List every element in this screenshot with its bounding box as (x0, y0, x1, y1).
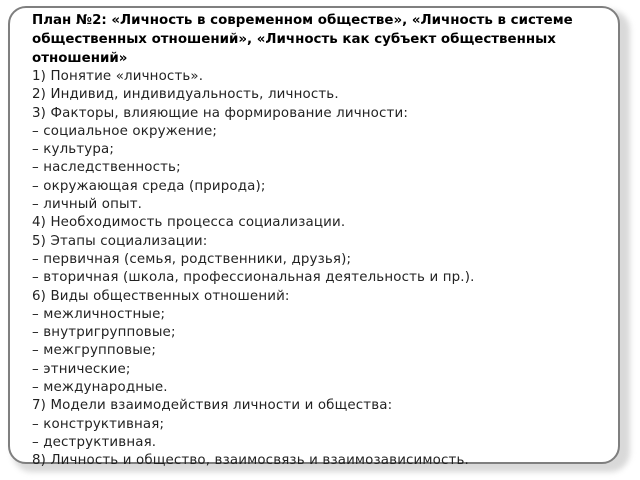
text-line: – культура; (32, 142, 115, 158)
document-content (32, 11, 622, 471)
text-line: 1) Понятие «личность». (32, 69, 204, 84)
text-line: – деструктивная. (32, 434, 157, 450)
text-line: 2) Индивид, индивидуальность, личность. (32, 87, 339, 103)
text-line: – международные. (32, 380, 168, 396)
document-lines (32, 68, 622, 471)
text-line: – этнические; (32, 361, 131, 377)
text-line: – первичная (семья, родственники, друзья); (32, 251, 352, 267)
text-line: – личный опыт. (32, 197, 143, 213)
text-line: 5) Этапы социализации: (32, 233, 208, 249)
text-line: – социальное окружение; (32, 123, 218, 139)
text-line: – межличностные; (32, 306, 166, 322)
text-line: 4) Необходимость процесса социализации. (32, 215, 346, 231)
text-line: – наследственность; (32, 160, 181, 176)
document-title: План №2: «Личность в современном обществе», «Личность в системе общественных отношений», «Личность как субъект общественных отношений» (32, 13, 573, 66)
text-line: – конструктивная; (32, 416, 165, 432)
text-line: – межгрупповые; (32, 343, 156, 359)
text-line: – окружающая среда (природа); (32, 178, 266, 194)
text-line: 3) Факторы, влияющие на формирование личности: (32, 105, 408, 121)
text-line: 8) Личность и общество, взаимосвязь и взаимозависимость. (32, 453, 469, 469)
text-line: 6) Виды общественных отношений: (32, 288, 290, 304)
text-line: – внутригрупповые; (32, 325, 176, 341)
text-line: 7) Модели взаимодействия личности и общества: (32, 398, 393, 414)
text-line: – вторичная (школа, профессиональная деятельность и пр.). (32, 270, 475, 286)
